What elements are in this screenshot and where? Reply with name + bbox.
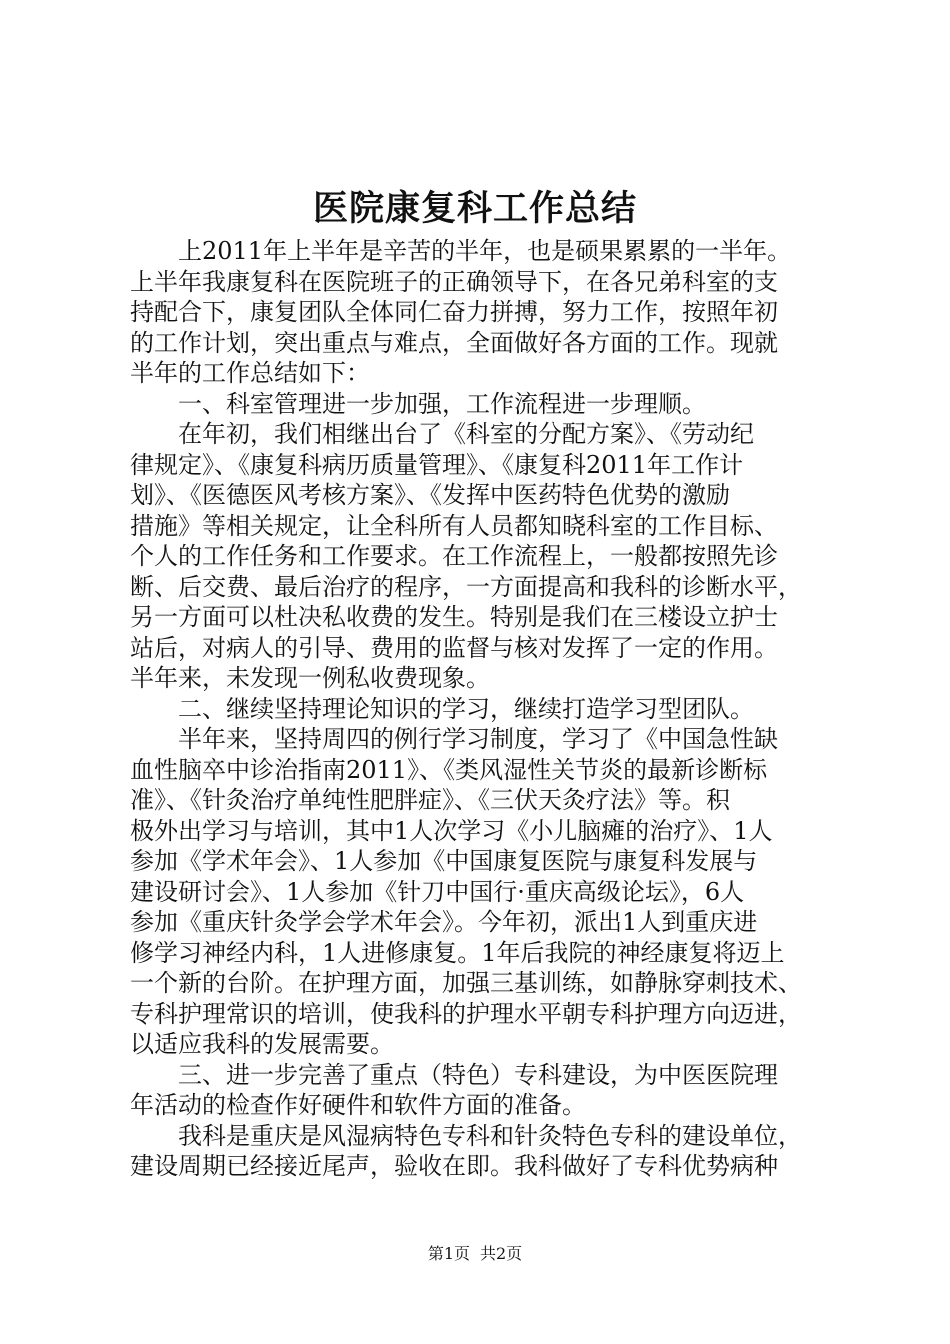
section-2-paragraph: 半年来，坚持周四的例行学习制度，学习了《中国急性缺 血性脑卒中诊治指南2011》、《类风湿性关节炎的最新诊断标 准》、《针灸治疗单纯性肥胖症》、《三伏天灸疗法》等。积 极外出学习与培训，其中1人次学习《小儿脑瘫的治疗》、1人 参加《学术年会》、1人参加《中国康复医院与康复科发展与 建设研讨会》、1人参加《针刀中国行·重庆高级论坛》，6人 参加《重庆针灸学会学术年会》。今年初，派出1人到重庆进 修学习神经内科，1人进修康复。1年后我院的神经康复将迈上 一个新的台阶。在护理方面，加强三基训练，如静脉穿刺技术、 专科护理常识的培训，使我科的护理水平朝专科护理方向迈进， 以适应我科的发展需要。 bbox=[130, 725, 802, 1058]
page-footer bbox=[0, 1243, 950, 1265]
section-heading-1: 一、科室管理进一步加强，工作流程进一步理顺。 bbox=[178, 389, 706, 418]
section-3-paragraph: 我科是重庆是风湿病特色专科和针灸特色专科的建设单位， 建设周期已经接近尾声，验收在即。我科做好了专科优势病种 bbox=[130, 1121, 802, 1180]
document-body bbox=[130, 236, 832, 1182]
section-heading-2: 二、继续坚持理论知识的学习，继续打造学习型团队。 bbox=[178, 694, 754, 723]
page-number: 第1页 bbox=[427, 1244, 470, 1263]
document-title: 医院康复科工作总结 bbox=[312, 188, 637, 229]
intro-paragraph: 上2011年上半年是辛苦的半年，也是硕果累累的一半年。 上半年我康复科在医院班子的正确领导下，在各兄弟科室的支 持配合下，康复团队全体同仁奋力拼搏，努力工作，按照年初 的工作计划，突出重点与难点，全面做好各方面的工作。现就 半年的工作总结如下： bbox=[130, 237, 792, 387]
page-total: 共2页 bbox=[480, 1244, 523, 1263]
section-heading-3: 三、进一步完善了重点（特色）专科建设，为中医医院理 年活动的检查作好硬件和软件方面的准备。 bbox=[130, 1060, 778, 1119]
section-1-paragraph: 在年初，我们相继出台了《科室的分配方案》、《劳动纪 律规定》、《康复科病历质量管理》、《康复科2011年工作计 划》、《医德医风考核方案》、《发挥中医药特色优势的激励 措施》等相关规定，让全科所有人员都知晓科室的工作目标、 个人的工作任务和工作要求。在工作流程上，一般都按照先诊 断、后交费、最后治疗的程序，一方面提高和我科的诊断水平， 另一方面可以杜决私收费的发生。特别是我们在三楼设立护士 站后，对病人的引导、费用的监督与核对发挥了一定的作用。 半年来，未发现一例私收费现象。 bbox=[130, 420, 802, 692]
